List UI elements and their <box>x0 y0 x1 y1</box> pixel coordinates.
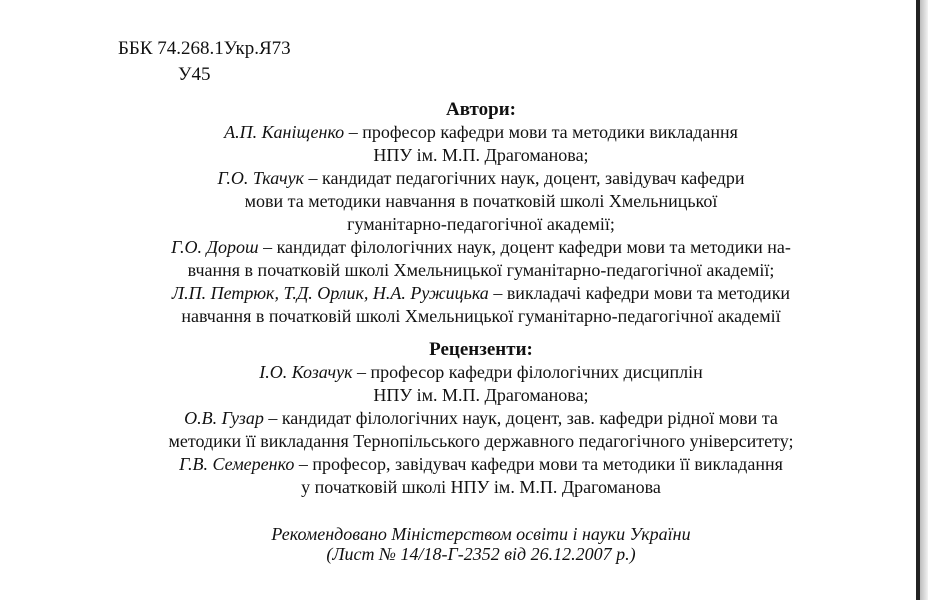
line-text: – кандидат філологічних наук, доцент кафедри мови та методики на- <box>258 237 791 257</box>
page-edge-shadow <box>920 0 928 600</box>
line-text: – професор кафедри мови та методики викладання <box>344 122 738 142</box>
line-text: методики її викладання Тернопільського державного педагогічного університету; <box>168 431 794 451</box>
person-name: Г.О. Дорош <box>171 237 259 257</box>
authors-line <box>118 259 844 282</box>
reviewers-heading: Рецензенти: <box>429 339 533 360</box>
authors-line <box>118 190 844 213</box>
recommendation-letter: (Лист № 14/18-Г-2352 від 26.12.2007 р.) <box>326 544 636 564</box>
line-text: – професор, завідувач кафедри мови та методики її викладання <box>294 454 783 474</box>
line-text: мови та методики навчання в початковій школі Хмельницької <box>244 191 718 211</box>
person-name: А.П. Каніщенко <box>224 122 345 142</box>
line-text: у початковій школі НПУ ім. М.П. Драгоманова <box>301 477 661 497</box>
reviewers-section <box>118 338 844 499</box>
authors-line <box>118 167 844 190</box>
authors-section <box>118 98 844 328</box>
line-text: навчання в початковій школі Хмельницької гуманітарно-педагогічної академії <box>181 306 781 326</box>
recommendation <box>118 524 844 564</box>
reviewers-list <box>118 361 844 499</box>
authors-list <box>118 121 844 328</box>
bbk-code: ББК 74.268.1Укр.Я73 <box>118 38 291 59</box>
line-text: НПУ ім. М.П. Драгоманова; <box>373 385 589 405</box>
reviewers-line <box>118 361 844 384</box>
authors-line <box>118 121 844 144</box>
bbk-block <box>118 36 291 88</box>
line-text: вчання в початковій школі Хмельницької гуманітарно-педагогічної академії; <box>187 260 775 280</box>
line-text: – кандидат філологічних наук, доцент, зав. кафедри рідної мови та <box>263 408 778 428</box>
reviewers-line <box>118 430 844 453</box>
person-name: Г.В. Семеренко <box>179 454 295 474</box>
reviewers-line <box>118 476 844 499</box>
authors-line <box>118 305 844 328</box>
reviewers-line <box>118 407 844 430</box>
author-index: У45 <box>178 64 211 85</box>
person-name: І.О. Козачук <box>259 362 353 382</box>
line-text: – кандидат педагогічних наук, доцент, завідувач кафедри <box>303 168 745 188</box>
reviewers-line <box>118 453 844 476</box>
authors-line <box>118 144 844 167</box>
authors-heading: Автори: <box>446 99 516 120</box>
line-text: – викладачі кафедри мови та методики <box>488 283 791 303</box>
line-text: – професор кафедри філологічних дисциплін <box>352 362 703 382</box>
person-name: Л.П. Петрюк, Т.Д. Орлик, Н.А. Ружицька <box>171 283 489 303</box>
recommendation-line: Рекомендовано Міністерством освіти і науки України <box>271 524 691 544</box>
line-text: гуманітарно-педагогічної академії; <box>347 214 615 234</box>
person-name: Г.О. Ткачук <box>217 168 304 188</box>
authors-line <box>118 236 844 259</box>
line-text: НПУ ім. М.П. Драгоманова; <box>373 145 589 165</box>
authors-line <box>118 213 844 236</box>
person-name: О.В. Гузар <box>184 408 264 428</box>
reviewers-line <box>118 384 844 407</box>
authors-line <box>118 282 844 305</box>
